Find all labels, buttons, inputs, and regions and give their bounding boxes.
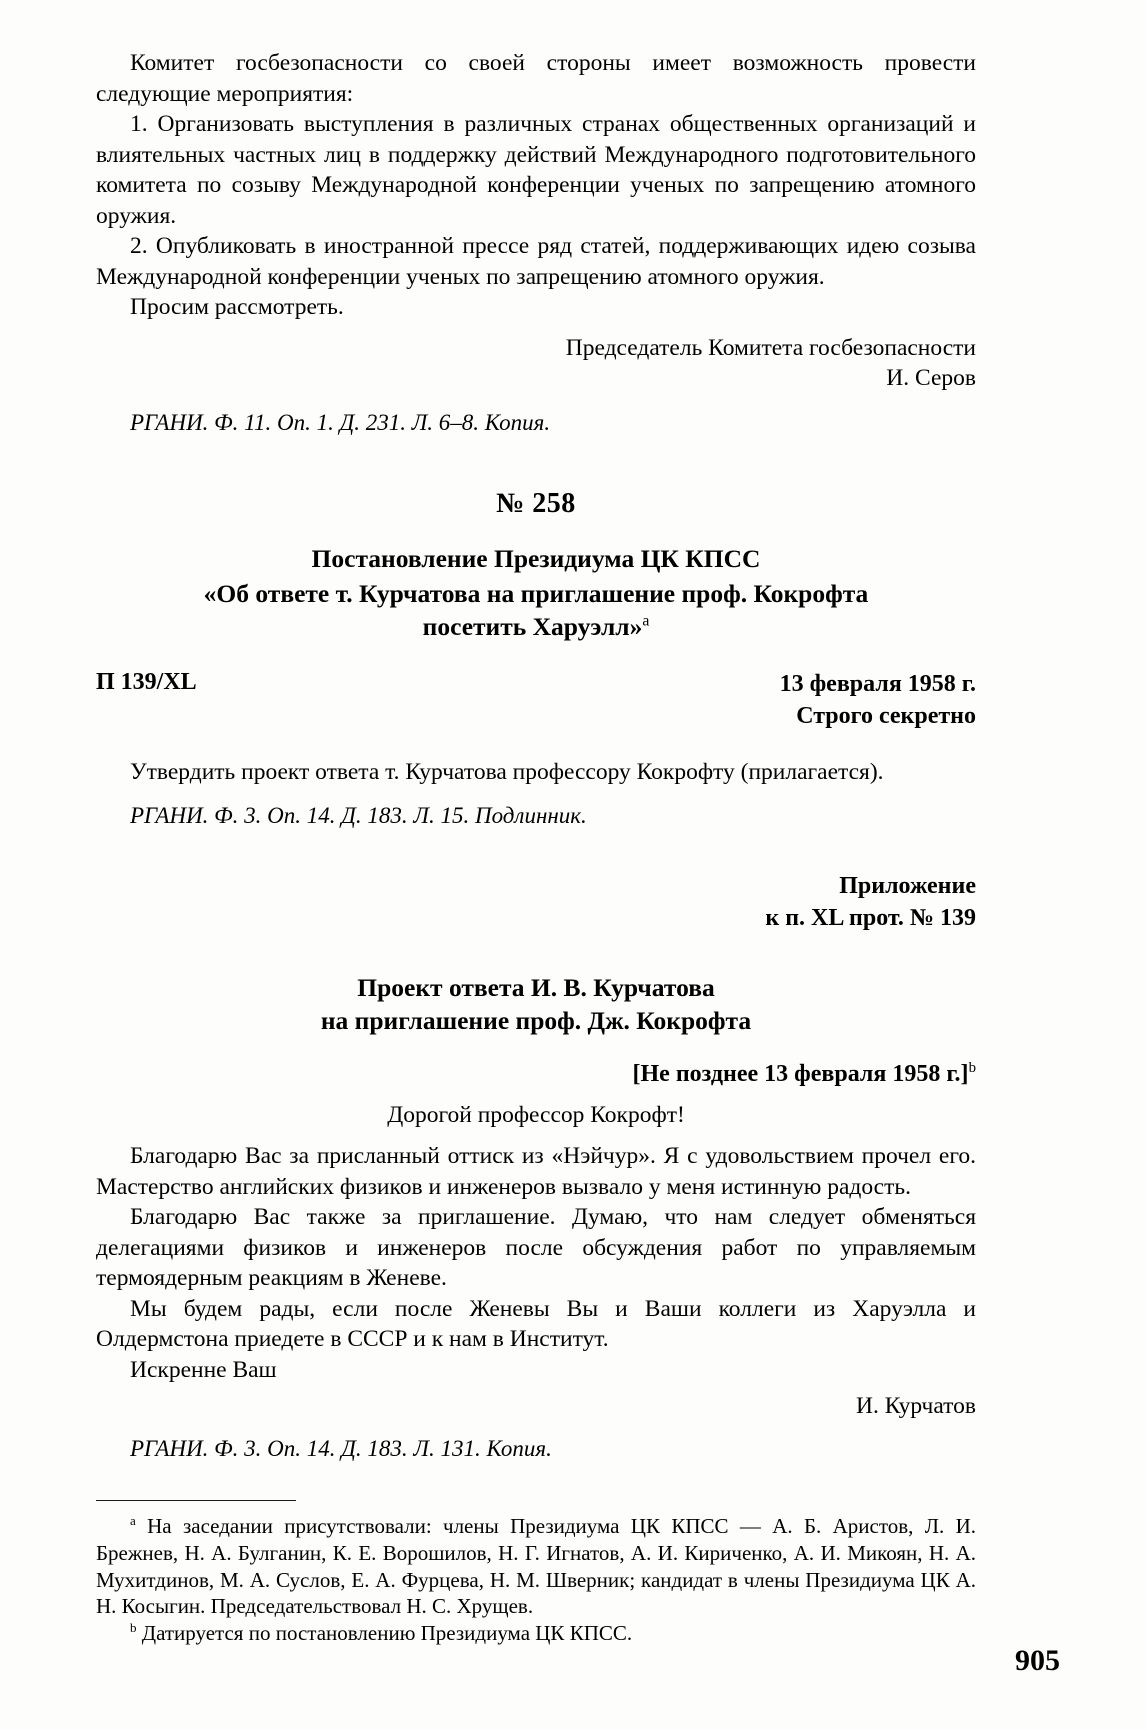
paragraph-request: Просим рассмотреть. (130, 294, 344, 321)
appendix-section (96, 871, 976, 1462)
footnote-a (96, 1513, 976, 1620)
letter-body (96, 1141, 976, 1385)
footnote-a-marker: a (130, 1513, 136, 1529)
entry-subtitle (96, 577, 976, 643)
paragraph-item-1: 1. Организовать выступления в различных странах общественных организаций и влиятельных частных лиц в поддержку действий Международного подготовительного комитета по созыву Международной конференции ученых по запрещению атомного оружия. (96, 111, 976, 229)
signature-name: И. Серов (886, 365, 976, 392)
footnote-b-marker: b (130, 1619, 137, 1635)
page-number: 905 (1015, 1644, 1060, 1677)
appendix-label (96, 871, 976, 934)
signature-title: Председатель Комитета госбезопасности (565, 334, 976, 361)
secrecy-label: Строго секретно (796, 703, 976, 730)
entry-date: 13 февраля 1958 г. (779, 671, 976, 698)
document-content (96, 48, 976, 1647)
appendix-label-line2: к п. XL прот. № 139 (765, 905, 976, 931)
entry-subtitle-line1: «Об ответе т. Курчатова на приглашение проф. Кокрофта (203, 579, 869, 609)
archive-reference-top: РГАНИ. Ф. 11. Оп. 1. Д. 231. Л. 6–8. Копия. (130, 410, 551, 436)
appendix-date-text: [Не позднее 13 февраля 1958 г.] (632, 1060, 969, 1087)
letter-paragraph-3: Мы будем рады, если после Женевы Вы и Ваши коллеги из Харуэлла и Олдермстона приедете в СССР и к нам в Институт. (96, 1295, 976, 1353)
archive-reference-appendix: РГАНИ. Ф. 3. Оп. 14. Д. 183. Л. 131. Копия. (130, 1436, 552, 1462)
entry-title: Постановление Президиума ЦК КПСС (311, 544, 761, 574)
letter-signature-name: И. Курчатов (856, 1393, 976, 1420)
letter-closing: Искренне Ваш (130, 1356, 277, 1383)
paragraph-intro: Комитет госбезопасности со своей стороны имеет возможность провести следующие мероприятия: (96, 50, 976, 107)
appendix-title-line2: на приглашение проф. Дж. Кокрофта (320, 1006, 752, 1036)
footnote-marker-b: b (968, 1059, 976, 1076)
entry-section (96, 488, 976, 829)
entry-meta-row (96, 669, 976, 732)
footnote-b (96, 1620, 976, 1647)
paragraph-item-2: 2. Опубликовать в иностранной прессе ряд статей, поддерживающих идею созыва Международной конференции ученых по запрещению атомного оружия. (96, 233, 976, 290)
footnote-b-text: Датируется по постановлению Президиума ЦК КПСС. (141, 1620, 633, 1645)
protocol-number: П 139/XL (96, 669, 197, 696)
appendix-title (96, 971, 976, 1038)
footnote-divider (96, 1500, 296, 1501)
appendix-date (96, 1060, 976, 1088)
top-section (96, 48, 976, 436)
letter-paragraph-1: Благодарю Вас за присланный оттиск из «Нэйчур». Я с удовольствием прочел его. Мастерство английских физиков и инженеров вызвало у меня истинную радость. (96, 1142, 976, 1200)
entry-body: Утвердить проект ответа т. Курчатова профессору Кокрофту (прилагается). (130, 758, 884, 785)
footnote-marker-a: a (642, 612, 650, 630)
footnote-a-text: На заседании присутствовали: члены Президиума ЦК КПСС — А. Б. Аристов, Л. И. Брежнев, Н. А. Булганин, К. Е. Ворошилов, Н. Г. Игнатов, А. И. Кириченко, А. И. Микоян, Н. А. Мухитдинов, М. А. Суслов, Е. А. Фурцева, Н. М. Шверник; кандидат в члены Президиума ЦК А. Н. Косыгин. Председательствовал Н. С. Хрущев. (96, 1514, 976, 1619)
archive-reference-entry: РГАНИ. Ф. 3. Оп. 14. Д. 183. Л. 15. Подлинник. (130, 803, 587, 829)
footnotes-section (96, 1513, 976, 1646)
appendix-title-line1: Проект ответа И. В. Курчатова (357, 972, 715, 1002)
letter-paragraph-2: Благодарю Вас также за приглашение. Думаю, что нам следует обменяться делегациями физиков и инженеров после обсуждения работ по управляемым термоядерным реакциям в Женеве. (96, 1204, 976, 1292)
letter-salutation: Дорогой профессор Кокрофт! (387, 1101, 685, 1128)
entry-subtitle-line2: посетить Харуэлл» (422, 612, 643, 642)
entry-number: № 258 (496, 488, 576, 520)
appendix-label-line1: Приложение (839, 873, 976, 900)
